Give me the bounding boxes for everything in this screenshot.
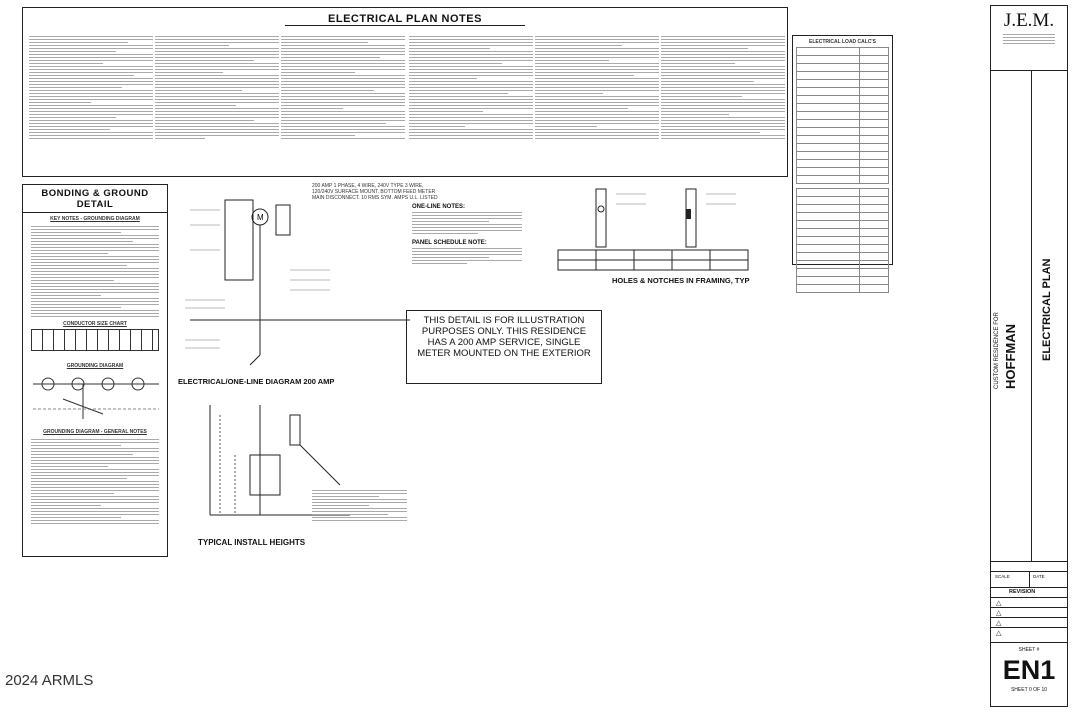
electrical-plan-notes-title: ELECTRICAL PLAN NOTES <box>285 13 525 26</box>
one-line-title: ELECTRICAL/ONE-LINE DIAGRAM 200 AMP <box>178 377 335 386</box>
grounding-diagram-title: GROUNDING DIAGRAM <box>66 363 124 369</box>
electrical-plan-notes-panel <box>22 7 788 177</box>
title-block <box>990 5 1068 707</box>
sheet-label: SHEET # <box>1018 647 1040 653</box>
info-block: SCALE DATE REVISION △ △ △ △ <box>991 562 1067 643</box>
one-line-notes-title: ONE-LINE NOTES: <box>412 204 466 210</box>
conductor-size-chart-title: CONDUCTOR SIZE CHART <box>63 321 127 327</box>
revision-label: REVISION <box>1009 589 1036 595</box>
watermark: 2024 ARMLS <box>5 672 94 689</box>
notes-column-5 <box>535 34 659 141</box>
key-notes-title: KEY NOTES - GROUNDING DIAGRAM <box>50 216 140 222</box>
service-callout: 200 AMP 1 PHASE, 4 WIRE, 240V TYPE 3 WIRE, 120/240V SURFACE MOUNT. BOTTOM FEED METER MAIN DISCONNECT. 10 RMS SYM. AMPS U.L. LISTED <box>312 183 438 201</box>
grounding-diagram <box>23 369 169 429</box>
one-line-notes <box>412 204 522 266</box>
project-block <box>991 71 1067 562</box>
bonding-title: BONDING & GROUND DETAIL <box>23 188 167 213</box>
project-type: CUSTOM RESIDENCE FOR <box>994 312 1000 389</box>
date-label: DATE <box>1033 574 1045 579</box>
load-calcs-title: ELECTRICAL LOAD CALC'S <box>809 39 876 45</box>
client-name: HOFFMAN <box>1003 324 1018 389</box>
load-calcs-summary <box>796 188 889 293</box>
svg-text:M: M <box>257 213 264 222</box>
sheet-number: EN1 <box>1002 655 1056 685</box>
install-heights-title: TYPICAL INSTALL HEIGHTS <box>198 538 306 547</box>
holes-notches-diagram <box>556 184 756 274</box>
bonding-ground-panel <box>22 184 168 557</box>
install-heights-notes <box>312 488 407 523</box>
holes-notches-title: HOLES & NOTCHES IN FRAMING, TYP <box>612 276 750 285</box>
notes-column-6 <box>661 34 785 141</box>
load-calcs-table <box>796 47 889 184</box>
sheet-count: SHEET 0 OF 10 <box>1010 687 1048 693</box>
key-notes-lines <box>23 222 167 321</box>
firm-logo: J.E.M. <box>1003 10 1055 31</box>
sheet-number-block <box>991 647 1067 715</box>
notes-column-4 <box>409 34 533 141</box>
grounding-general-notes-lines <box>23 435 167 528</box>
scale-label: SCALE <box>995 574 1010 579</box>
one-line-diagram <box>180 180 420 380</box>
notes-column-1 <box>29 34 153 141</box>
firm-block <box>991 10 1067 71</box>
sheet-title: ELECTRICAL PLAN <box>1041 258 1053 361</box>
conductor-size-chart <box>31 329 159 351</box>
illustration-notice-text: THIS DETAIL IS FOR ILLUSTRATION PURPOSES ONLY. THIS RESIDENCE HAS A 200 AMP SERVICE, SINGLE METER MOUNTED ON THE EXTERIOR <box>417 315 591 359</box>
load-calcs-panel <box>792 35 893 265</box>
illustration-notice <box>406 310 602 384</box>
grounding-general-notes-title: GROUNDING DIAGRAM - GENERAL NOTES <box>43 429 147 435</box>
panel-schedule-note-title: PANEL SCHEDULE NOTE: <box>412 240 487 246</box>
notes-column-2 <box>155 34 279 141</box>
notes-column-3 <box>281 34 405 141</box>
